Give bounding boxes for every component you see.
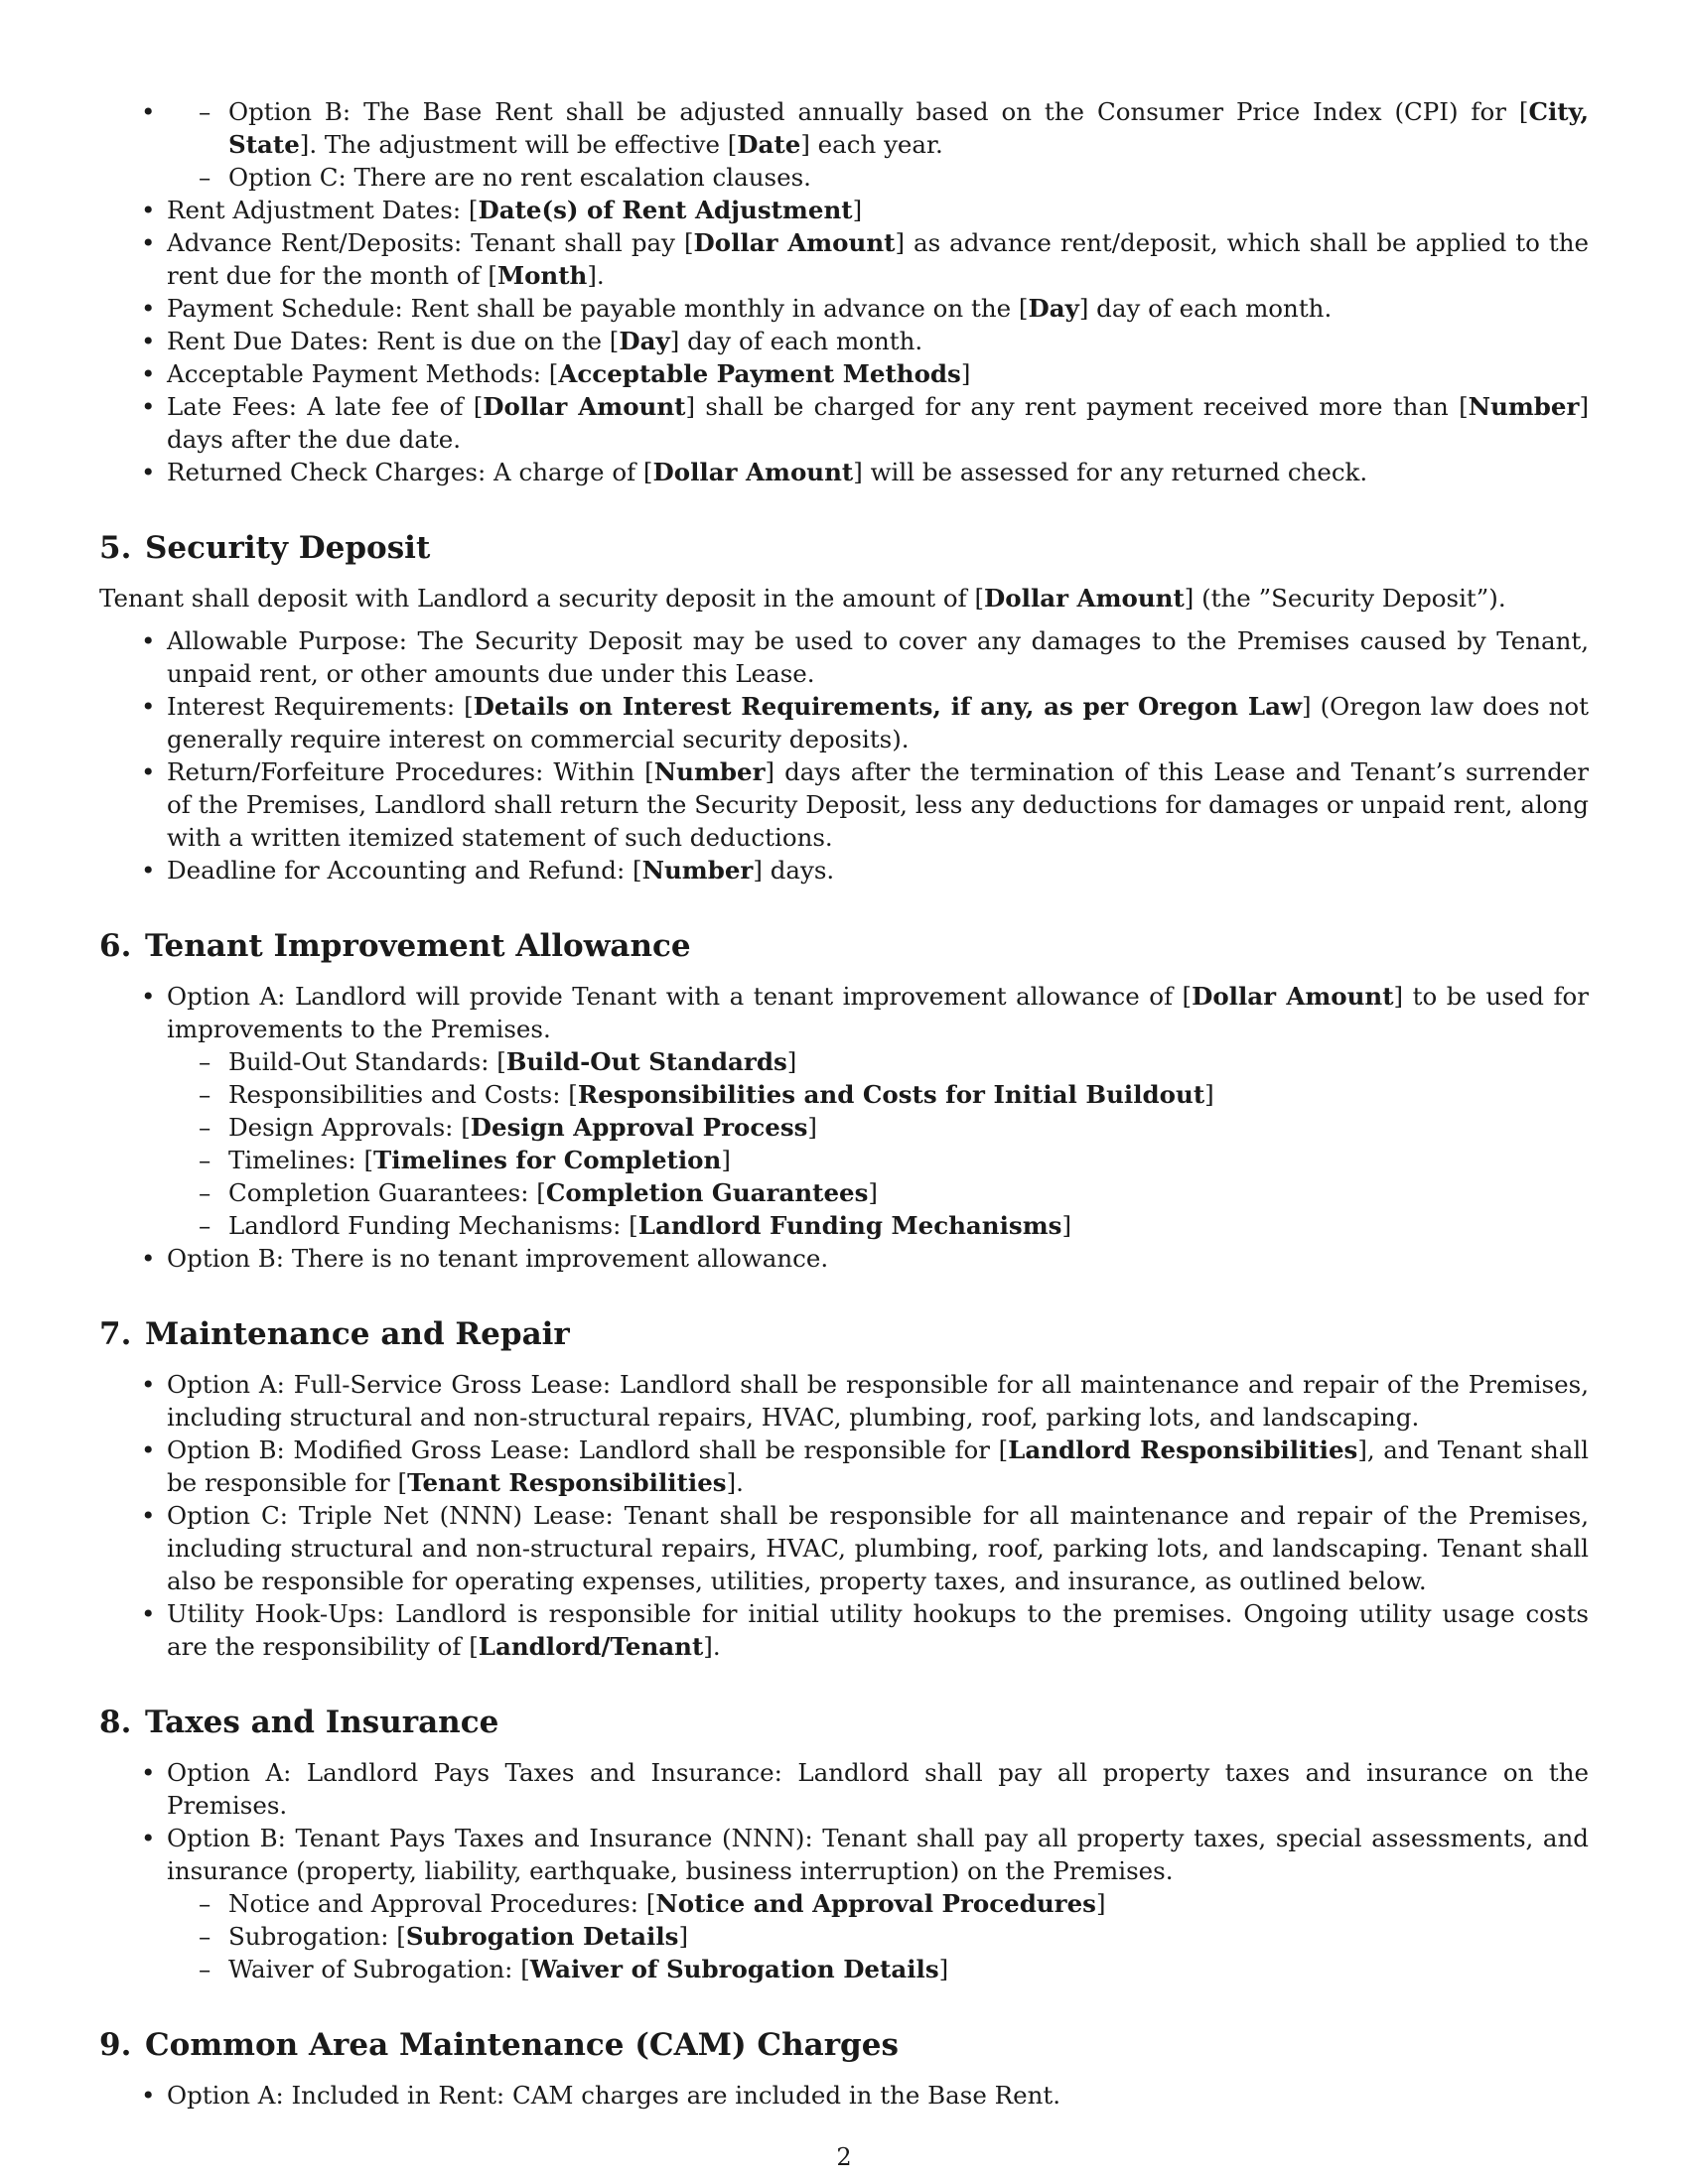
- field: Day: [1028, 294, 1079, 323]
- page-number: 2: [836, 2143, 852, 2171]
- text: ].: [703, 1632, 721, 1661]
- section-title: Security Deposit: [145, 530, 431, 566]
- rent-due-dates: [99, 325, 1589, 357]
- text: Rent Adjustment Dates: [: [167, 196, 479, 224]
- field: Dollar Amount: [693, 228, 896, 257]
- payment-methods: [99, 357, 1589, 390]
- interest-requirements: [99, 690, 1589, 755]
- late-fees: [99, 390, 1589, 456]
- text: ] day of each month.: [669, 327, 923, 355]
- ti-sub-item: [167, 1176, 1589, 1209]
- ti-sub-item: [167, 1111, 1589, 1144]
- field: Number: [641, 856, 754, 885]
- text: ] will be assessed for any returned check.: [853, 458, 1368, 486]
- escalation-option-b: [167, 95, 1589, 161]
- text: Design Approvals: [: [228, 1113, 471, 1142]
- maintenance-list: [99, 1368, 1589, 1663]
- section-number: 6.: [99, 928, 132, 964]
- text: ] (Oregon law does not generally require interest on commercial security deposits).: [167, 692, 1589, 753]
- text: ]: [1204, 1080, 1214, 1109]
- utility-hookups: [99, 1597, 1589, 1663]
- field: Design Approval Process: [470, 1113, 808, 1142]
- field: Landlord/Tenant: [478, 1632, 704, 1661]
- field: Month: [496, 261, 588, 290]
- section-number: 5.: [99, 530, 132, 566]
- text: ].: [587, 261, 605, 290]
- text: Rent Due Dates: Rent is due on the [: [167, 327, 620, 355]
- text: Option B: Tenant Pays Taxes and Insurance (NNN): Tenant shall pay all property taxes, special assessments, and insurance (property, liability, earthquake, business interruption) on the Premises.: [167, 1824, 1589, 1885]
- section-number: 9.: [99, 2027, 132, 2063]
- return-forfeiture: [99, 755, 1589, 854]
- text: ]: [938, 1955, 949, 1983]
- security-deposit-list: [99, 624, 1589, 887]
- text: ] each year.: [800, 130, 943, 159]
- text: ].: [726, 1468, 744, 1497]
- section-heading-tenant-improvement: [99, 926, 1589, 966]
- field: Waiver of Subrogation Details: [529, 1955, 939, 1983]
- text: ]: [786, 1047, 797, 1076]
- text: Utility Hook-Ups: Landlord is responsible for initial utility hookups to the premises. Ongoing utility usage costs are the responsibility of [: [167, 1599, 1589, 1661]
- text: ]: [807, 1113, 817, 1142]
- text: Interest Requirements: [: [167, 692, 474, 721]
- ti-sublist: [99, 1045, 1589, 1242]
- text: Late Fees: A late fee of [: [167, 392, 484, 421]
- returned-check-charges: [99, 456, 1589, 488]
- text: ]: [852, 196, 863, 224]
- field: Tenant Responsibilities: [407, 1468, 727, 1497]
- field: Landlord Responsibilities: [1008, 1435, 1358, 1464]
- field: Subrogation Details: [405, 1922, 679, 1951]
- field: Landlord Funding Mechanisms: [637, 1211, 1062, 1240]
- security-deposit-intro: [99, 582, 1589, 614]
- escalation-option-c: [167, 161, 1589, 194]
- field: Build-Out Standards: [505, 1047, 787, 1076]
- text: ]: [1061, 1211, 1072, 1240]
- ti-option-b: [99, 1242, 1589, 1275]
- rent-terms-list: [99, 194, 1589, 488]
- tax-sublist: [99, 1887, 1589, 1985]
- ti-sub-item: [167, 1045, 1589, 1078]
- text: Subrogation: [: [228, 1922, 406, 1951]
- text: ] day of each month.: [1078, 294, 1333, 323]
- rent-list: [99, 95, 1589, 194]
- field: Details on Interest Requirements, if any, as per Oregon Law: [473, 692, 1303, 721]
- rent-escalation-cont: [99, 95, 1589, 194]
- text: ]: [1095, 1889, 1106, 1918]
- allowable-purpose: [99, 624, 1589, 690]
- field: Notice and Approval Procedures: [655, 1889, 1096, 1918]
- text: ] shall be charged for any rent payment received more than [: [685, 392, 1469, 421]
- text: ] (the ”Security Deposit”).: [1184, 584, 1506, 613]
- cam-option-a: [99, 2079, 1589, 2112]
- cam-list: [99, 2079, 1589, 2112]
- section-title: Taxes and Insurance: [145, 1705, 499, 1740]
- text: Deadline for Accounting and Refund: [: [167, 856, 642, 885]
- text: Advance Rent/Deposits: Tenant shall pay [: [167, 228, 694, 257]
- tax-sub-item: [167, 1920, 1589, 1953]
- section-heading-security-deposit: [99, 528, 1589, 568]
- text: ]: [678, 1922, 689, 1951]
- text: Timelines: [: [228, 1146, 374, 1174]
- text: Return/Forfeiture Procedures: Within [: [167, 757, 654, 786]
- text: ]: [721, 1146, 731, 1174]
- text: ] to be used for improvements to the Premises.: [167, 982, 1589, 1043]
- field: Acceptable Payment Methods: [558, 359, 961, 388]
- maint-option-a: [99, 1368, 1589, 1433]
- text: Completion Guarantees: [: [228, 1178, 546, 1207]
- text: Option C: There are no rent escalation clauses.: [228, 163, 811, 192]
- text: Option B: There is no tenant improvement allowance.: [167, 1244, 829, 1273]
- field: Number: [653, 757, 766, 786]
- text: Option B: The Base Rent shall be adjusted annually based on the Consumer Price Index (CPI) for [: [228, 97, 1529, 126]
- document-page: [99, 95, 1589, 2112]
- advance-rent: [99, 226, 1589, 292]
- text: ] days after the termination of this Lease and Tenant’s surrender of the Premises, Landlord shall return the Security Deposit, less any deductions for damages or unpaid rent, along with a written itemized statement of such deductions.: [167, 757, 1590, 852]
- section-title: Common Area Maintenance (CAM) Charges: [145, 2027, 899, 2063]
- text: Allowable Purpose: The Security Deposit may be used to cover any damages to the Premises caused by Tenant, unpaid rent, or other amounts due under this Lease.: [167, 626, 1589, 688]
- maint-option-c: [99, 1499, 1589, 1597]
- ti-sub-item: [167, 1209, 1589, 1242]
- section-number: 7.: [99, 1316, 132, 1352]
- text: ] days.: [753, 856, 835, 885]
- field: Day: [619, 327, 670, 355]
- text: Option A: Landlord will provide Tenant with a tenant improvement allowance of [: [167, 982, 1193, 1011]
- taxes-list: [99, 1756, 1589, 1985]
- text: Option B: Modified Gross Lease: Landlord shall be responsible for [: [167, 1435, 1009, 1464]
- field: Completion Guarantees: [545, 1178, 869, 1207]
- text: Option C: Triple Net (NNN) Lease: Tenant shall be responsible for all maintenance and repair of the Premises, including structural and non-structural repairs, HVAC, plumbing, roof, parking lots, and landscaping. Tenant shall also be responsible for operating expenses, utilities, property taxes, and insurance, as outlined below.: [167, 1501, 1589, 1595]
- text: Responsibilities and Costs: [: [228, 1080, 578, 1109]
- text: Option A: Full-Service Gross Lease: Landlord shall be responsible for all maintenance and repair of the Premises, including structural and non-structural repairs, HVAC, plumbing, roof, parking lots, and landscaping.: [167, 1370, 1589, 1432]
- text: ]. The adjustment will be effective [: [299, 130, 738, 159]
- section-title: Tenant Improvement Allowance: [145, 928, 691, 964]
- field: Responsibilities and Costs for Initial Buildout: [577, 1080, 1205, 1109]
- refund-deadline: [99, 854, 1589, 887]
- tax-option-a: [99, 1756, 1589, 1822]
- field-city-state: City, State: [228, 97, 1589, 159]
- maint-option-b: [99, 1433, 1589, 1499]
- section-heading-cam: [99, 2025, 1589, 2065]
- text: ] days after the due date.: [167, 392, 1589, 454]
- section-number: 8.: [99, 1705, 132, 1740]
- text: ] as advance rent/deposit, which shall be applied to the rent due for the month of [: [167, 228, 1590, 290]
- rent-adjustment-dates: [99, 194, 1589, 226]
- tax-option-b: [99, 1822, 1589, 1985]
- section-heading-maintenance: [99, 1314, 1589, 1354]
- section-heading-taxes: [99, 1703, 1589, 1742]
- text: Waiver of Subrogation: [: [228, 1955, 530, 1983]
- text: Build-Out Standards: [: [228, 1047, 506, 1076]
- text: Tenant shall deposit with Landlord a security deposit in the amount of [: [99, 584, 985, 613]
- text: ], and Tenant shall be responsible for [: [167, 1435, 1590, 1497]
- field: Dollar Amount: [984, 584, 1185, 613]
- field: Dollar Amount: [1192, 982, 1394, 1011]
- escalation-sublist: [99, 95, 1589, 194]
- text: Returned Check Charges: A charge of [: [167, 458, 653, 486]
- text: Option A: Landlord Pays Taxes and Insurance: Landlord shall pay all property taxes and insurance on the Premises.: [167, 1758, 1589, 1820]
- tenant-improvement-list: [99, 980, 1589, 1275]
- field: Date(s) of Rent Adjustment: [478, 196, 853, 224]
- text: Landlord Funding Mechanisms: [: [228, 1211, 638, 1240]
- ti-sub-item: [167, 1078, 1589, 1111]
- text: Option A: Included in Rent: CAM charges are included in the Base Rent.: [167, 2081, 1060, 2110]
- text: Payment Schedule: Rent shall be payable monthly in advance on the [: [167, 294, 1029, 323]
- field: Dollar Amount: [652, 458, 854, 486]
- text: ]: [868, 1178, 878, 1207]
- tax-sub-item: [167, 1953, 1589, 1985]
- payment-schedule: [99, 292, 1589, 325]
- ti-option-a: [99, 980, 1589, 1242]
- tax-sub-item: [167, 1887, 1589, 1920]
- field: Timelines for Completion: [373, 1146, 722, 1174]
- ti-sub-item: [167, 1144, 1589, 1176]
- text: Notice and Approval Procedures: [: [228, 1889, 656, 1918]
- text: ]: [960, 359, 971, 388]
- text: Acceptable Payment Methods: [: [167, 359, 559, 388]
- field: Number: [1468, 392, 1580, 421]
- field: Dollar Amount: [483, 392, 686, 421]
- field-date: Date: [737, 130, 801, 159]
- section-title: Maintenance and Repair: [145, 1316, 570, 1352]
